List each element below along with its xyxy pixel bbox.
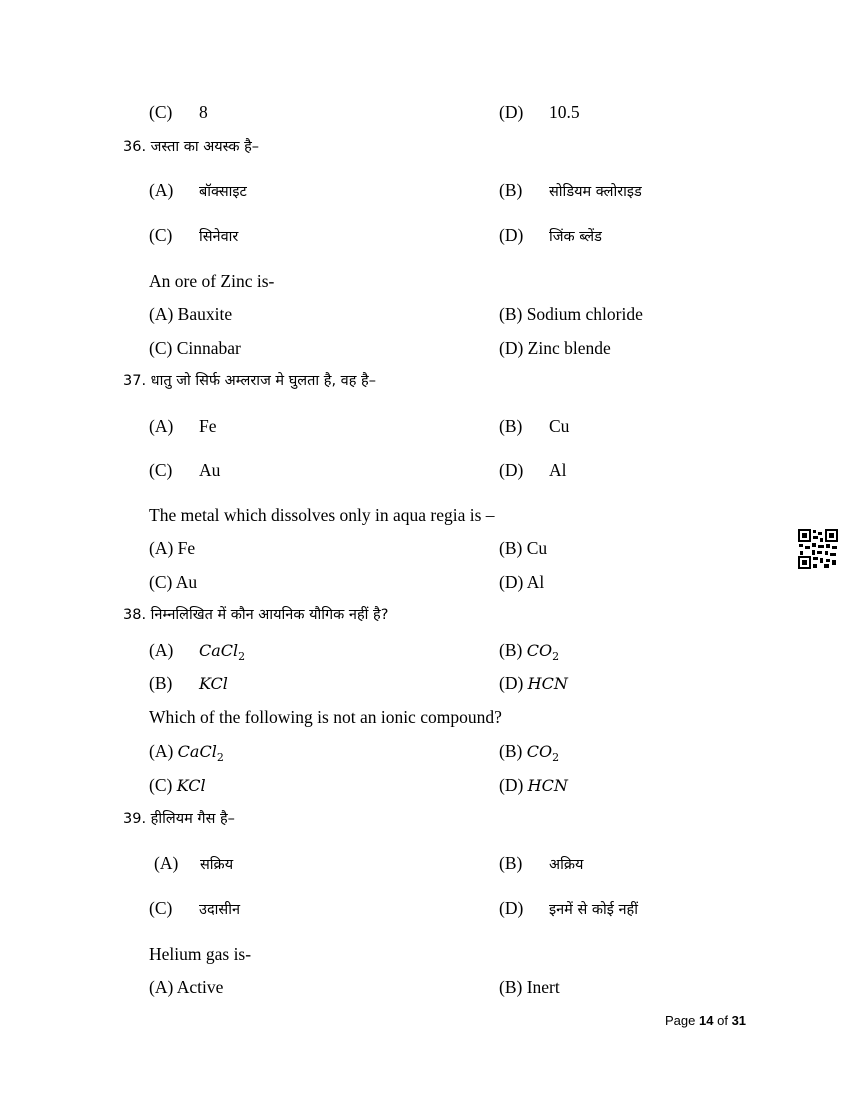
q36-option-d: (D) Zinc blende xyxy=(499,338,611,358)
q39-option-a-hindi: (A) सक्रिय xyxy=(154,853,234,873)
option-d: (D) 10.5 xyxy=(499,102,580,122)
q38-option-c-hindi: (B) KCl xyxy=(149,673,228,693)
question-39-hindi: 39. हीलियम गैस है– xyxy=(123,811,235,827)
q38-option-d-hindi: (D) HCN xyxy=(499,673,568,693)
q36-option-a: (A) Bauxite xyxy=(149,304,233,324)
q38-option-c: (C) KCl xyxy=(149,775,206,795)
question-37-hindi: 37. धातु जो सिर्फ अम्लराज मे घुलता है, वह है– xyxy=(123,373,376,389)
q36-option-b-hindi: (B) सोडियम क्लोराइड xyxy=(499,180,642,200)
q36-option-b: (B) Sodium chloride xyxy=(499,304,643,324)
q38-option-d: (D) HCN xyxy=(499,775,568,795)
q37-option-c-hindi: (C) Au xyxy=(149,460,221,480)
q37-option-a: (A) Fe xyxy=(149,538,196,558)
q38-option-a-hindi: (A) CaCl$_2$ xyxy=(149,640,246,664)
q36-option-c-hindi: (C) सिनेवार xyxy=(149,225,239,245)
q39-option-b: (B) Inert xyxy=(499,977,560,997)
q39-option-c-hindi: (C) उदासीन xyxy=(149,898,241,918)
q36-option-d-hindi: (D) जिंक ब्लेंड xyxy=(499,225,602,245)
q39-option-b-hindi: (B) अक्रिय xyxy=(499,853,584,873)
q37-option-b: (B) Cu xyxy=(499,538,548,558)
question-38-hindi: 38. निम्नलिखित में कौन आयनिक यौगिक नहीं है? xyxy=(123,607,389,623)
q37-option-d: (D) Al xyxy=(499,572,545,592)
q38-option-a: (A) CaCl$_2$ xyxy=(149,741,224,765)
q39-option-d-hindi: (D) इनमें से कोई नहीं xyxy=(499,898,638,918)
q39-option-a: (A) Active xyxy=(149,977,224,997)
option-c: (C) 8 xyxy=(149,102,208,122)
question-36-hindi: 36. जस्ता का अयस्क है– xyxy=(123,139,260,155)
q37-option-d-hindi: (D) Al xyxy=(499,460,567,480)
page-number: Page 14 of 31 xyxy=(665,1013,747,1028)
question-36-english: An ore of Zinc is- xyxy=(149,271,275,291)
q37-option-c: (C) Au xyxy=(149,572,198,592)
q36-option-c: (C) Cinnabar xyxy=(149,338,241,358)
question-37-english: The metal which dissolves only in aqua regia is – xyxy=(149,505,495,525)
q37-option-b-hindi: (B) Cu xyxy=(499,416,570,436)
q38-option-b-hindi: (B) $CO_2$ xyxy=(499,640,560,664)
q36-option-a-hindi: (A) बॉक्साइट xyxy=(149,180,247,200)
question-38-english: Which of the following is not an ionic compound? xyxy=(149,707,502,727)
q37-option-a-hindi: (A) Fe xyxy=(149,416,217,436)
question-39-english: Helium gas is- xyxy=(149,944,252,964)
q38-option-b: (B) $CO_2$ xyxy=(499,741,560,765)
qr-code-icon xyxy=(798,529,838,569)
